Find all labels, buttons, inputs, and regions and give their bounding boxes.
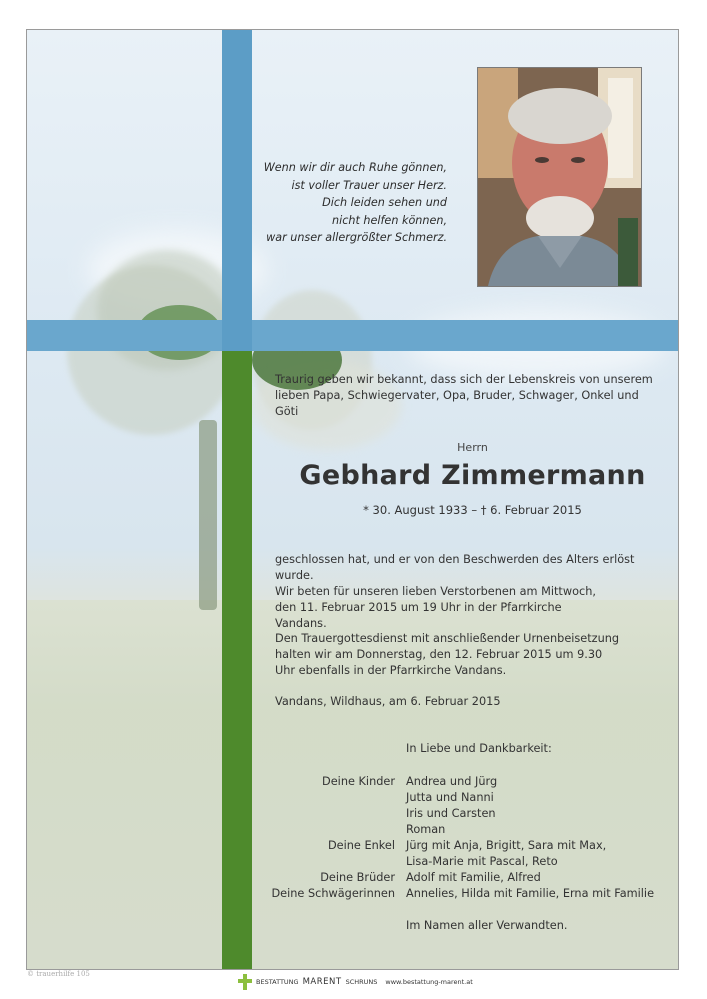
relatives-line: Im Namen aller Verwandten. xyxy=(406,919,568,932)
cross-vertical-upper xyxy=(222,30,252,320)
role-children: Deine Kinder xyxy=(322,775,395,788)
portrait-illustration xyxy=(478,68,641,286)
cross-vertical-lower xyxy=(222,351,252,970)
mourner-roles xyxy=(257,774,395,902)
footer-brand-name: MARENT xyxy=(302,977,342,987)
service-text: Den Trauergottesdienst mit anschließender Urnenbeisetzung halten wir am Donnerstag, den 12. Februar 2015 um 9.30 Uhr ebenfalls in der Pfarrkirche Vandans. xyxy=(275,632,620,677)
poem-line: war unser allergrößter Schmerz. xyxy=(266,231,447,244)
honorific: Herrn xyxy=(457,441,488,454)
mourner-name: Andrea und Jürg xyxy=(406,775,498,788)
mourner-name: Jürg mit Anja, Brigitt, Sara mit Max, xyxy=(406,839,607,852)
love-line: In Liebe und Dankbarkeit: xyxy=(406,742,552,755)
role-grandchildren: Deine Enkel xyxy=(327,839,395,852)
prayer-text: Wir beten für unseren lieben Verstorbenen am Mittwoch, den 11. Februar 2015 um 19 Uhr in der Pfarrkirche Vandans. xyxy=(275,585,596,630)
cross-center xyxy=(222,320,252,351)
closing-text: geschlossen hat, und er von den Beschwerden des Alters erlöst wurde. xyxy=(275,553,635,582)
footer-brand-place: SCHRUNS xyxy=(345,978,378,986)
role-sisters-in-law: Deine Schwägerinnen xyxy=(271,887,395,900)
mourner-name: Jutta und Nanni xyxy=(406,791,494,804)
footer xyxy=(238,974,473,990)
poem-line: Wenn wir dir auch Ruhe gönnen, xyxy=(263,161,447,174)
place-date: Vandans, Wildhaus, am 6. Februar 2015 xyxy=(275,695,501,708)
poem-line: Dich leiden sehen und xyxy=(322,196,447,209)
mourner-name: Roman xyxy=(406,823,446,836)
mourner-name: Adolf mit Familie, Alfred xyxy=(406,871,541,884)
funeral-home-logo-icon xyxy=(238,974,252,990)
mourner-name: Iris und Carsten xyxy=(406,807,496,820)
intro-text: Traurig geben wir bekannt, dass sich der Lebenskreis von unserem lieben Papa, Schwiegervater, Opa, Bruder, Schwager, Onkel und Göti xyxy=(275,373,653,418)
mourner-name: Lisa-Marie mit Pascal, Reto xyxy=(406,855,558,868)
mourner-name: Annelies, Hilda mit Familie, Erna mit Familie xyxy=(406,887,655,900)
poem-line: ist voller Trauer unser Herz. xyxy=(291,178,447,192)
poem-line: nicht helfen können, xyxy=(332,213,447,227)
mourner-names xyxy=(406,774,654,902)
portrait-photo xyxy=(477,67,642,287)
footer-brand-prefix: BESTATTUNG xyxy=(256,978,299,986)
life-dates: * 30. August 1933 – † 6. Februar 2015 xyxy=(363,503,582,517)
footer-website[interactable]: www.bestattung-marent.at xyxy=(385,978,473,986)
role-brothers: Deine Brüder xyxy=(320,871,395,884)
copyright-note: © trauerhilfe 105 xyxy=(27,970,90,978)
obituary-card xyxy=(26,29,679,970)
cross-horizontal-beam xyxy=(27,320,678,351)
poem xyxy=(257,159,447,247)
deceased-name: Gebhard Zimmermann xyxy=(299,460,646,491)
